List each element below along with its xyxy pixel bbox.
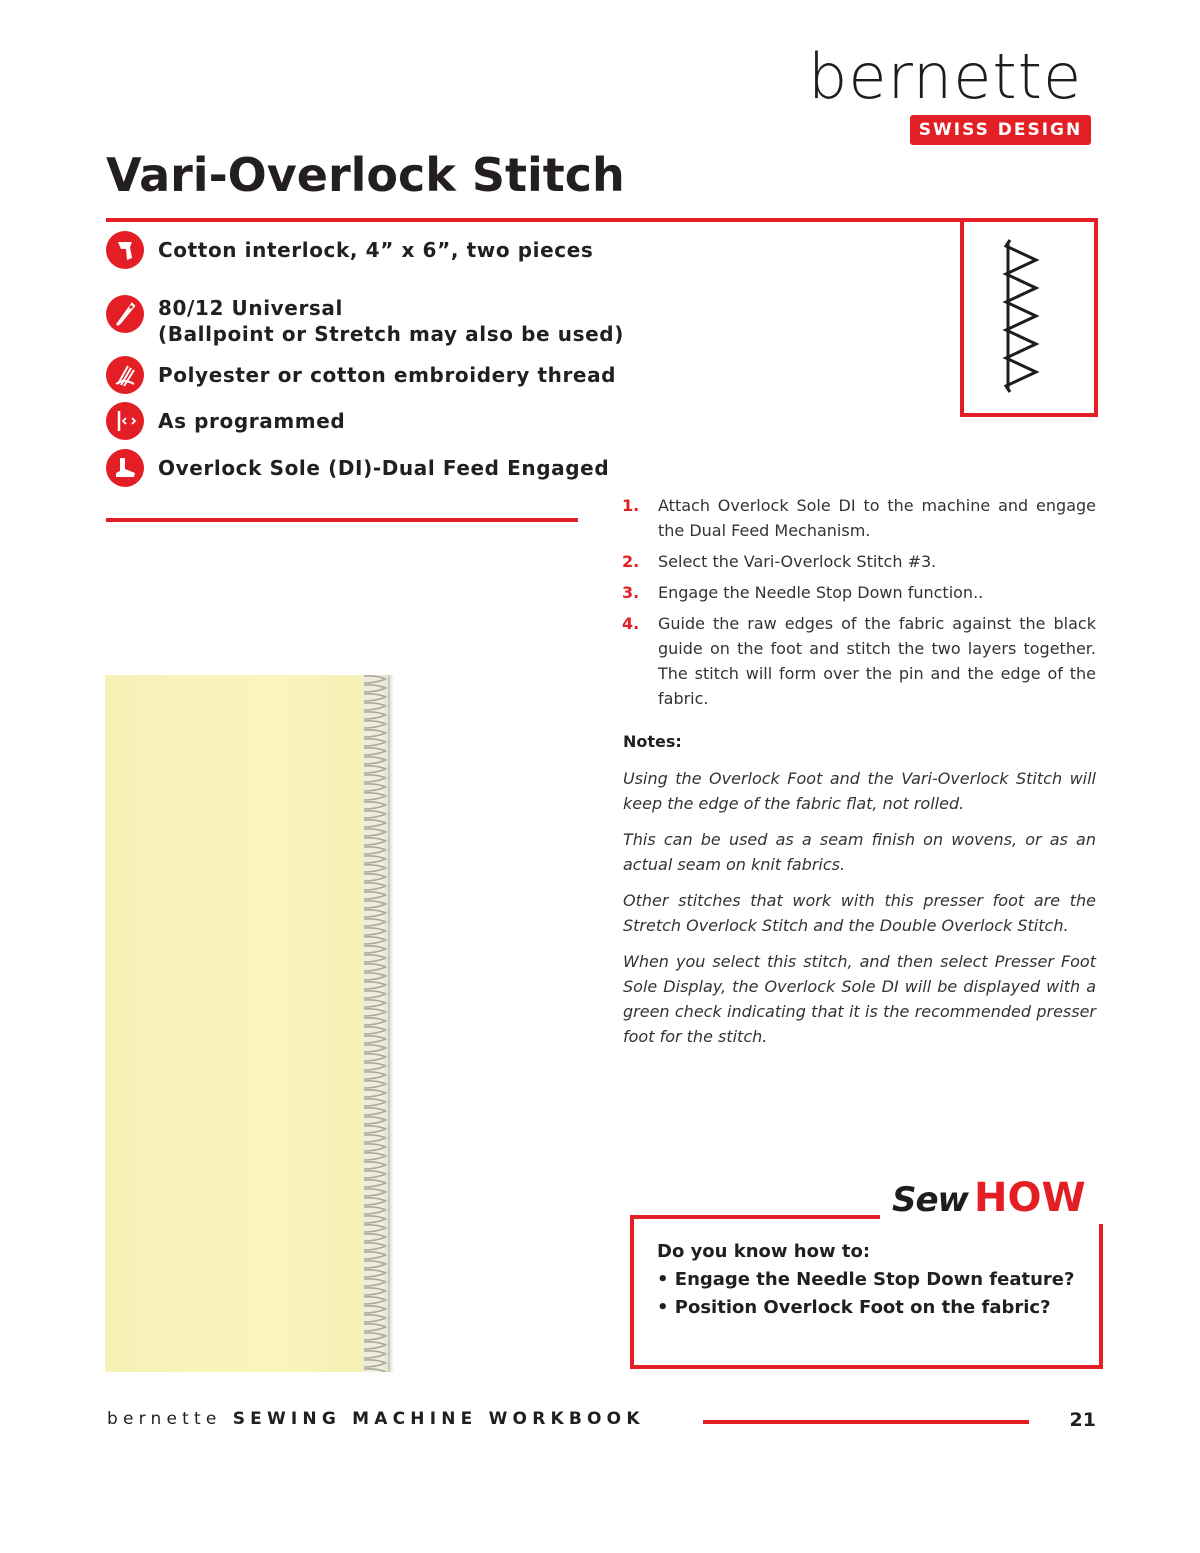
step-text: Guide the raw edges of the fabric against the black guide on the foot and stitch the two layers together. The stitch will form over the pin and the edge of the fabric. xyxy=(658,614,1096,708)
step-number: 3. xyxy=(622,583,640,602)
page-title: Vari-Overlock Stitch xyxy=(106,148,625,202)
page-number: 21 xyxy=(1069,1409,1096,1431)
sewhow-questions xyxy=(657,1238,1087,1322)
supply-thread xyxy=(106,356,666,394)
stitch-settings-icon xyxy=(106,402,144,440)
sewhow-logo-sew: Sew xyxy=(892,1180,968,1220)
sewhow-logo xyxy=(888,1172,1112,1224)
supplies-divider xyxy=(106,518,578,522)
footer-brand: bernette xyxy=(107,1409,222,1429)
note-item: Other stitches that work with this presser foot are the Stretch Overlock Stitch and the Double Overlock Stitch. xyxy=(623,891,1096,935)
supply-settings xyxy=(106,402,666,440)
fabric-icon xyxy=(106,231,144,269)
fabric-sample-shadow xyxy=(388,675,394,1372)
step-number: 1. xyxy=(622,496,640,515)
sewhow-box-top-rule xyxy=(630,1215,880,1219)
supply-presser-foot xyxy=(106,449,666,487)
supply-presser-foot-text: Overlock Sole (DI)-Dual Feed Engaged xyxy=(158,456,610,480)
footer-title xyxy=(107,1409,645,1429)
step-text: Engage the Needle Stop Down function.. xyxy=(658,583,984,602)
note-item: When you select this stitch, and then select Presser Foot Sole Display, the Overlock Sole DI will be displayed with a green check indicating that it is the recommended presser foot for the stitch. xyxy=(623,952,1096,1046)
brand-tagline: SWISS DESIGN xyxy=(910,115,1091,145)
sewhow-bullet: • Engage the Needle Stop Down feature? xyxy=(657,1269,1075,1290)
stitch-symbol-box xyxy=(960,218,1098,417)
note-item: Using the Overlock Foot and the Vari-Overlock Stitch will keep the edge of the fabric flat, not rolled. xyxy=(623,769,1096,813)
thread-icon xyxy=(106,356,144,394)
sewhow-logo-how: HOW xyxy=(973,1175,1086,1221)
supply-settings-text: As programmed xyxy=(158,409,346,433)
step-item xyxy=(622,549,1096,574)
step-text: Select the Vari-Overlock Stitch #3. xyxy=(658,552,937,571)
supply-thread-text: Polyester or cotton embroidery thread xyxy=(158,363,617,387)
supply-fabric-text: Cotton interlock, 4” x 6”, two pieces xyxy=(158,238,594,262)
step-number: 2. xyxy=(622,552,640,571)
supply-fabric xyxy=(106,231,666,269)
brand-logo: bernette xyxy=(808,40,1083,113)
notes-list xyxy=(623,766,1096,1060)
overlock-seam-edge xyxy=(362,675,390,1372)
instruction-steps xyxy=(622,493,1096,717)
title-divider xyxy=(106,218,962,222)
sewhow-question: Do you know how to: xyxy=(657,1241,871,1262)
step-text: Attach Overlock Sole DI to the machine and engage the Dual Feed Mechanism. xyxy=(658,496,1096,540)
footer-divider xyxy=(703,1420,1029,1424)
step-item xyxy=(622,493,1096,543)
notes-heading: Notes: xyxy=(623,732,682,751)
sewhow-bullet: • Position Overlock Foot on the fabric? xyxy=(657,1297,1051,1318)
supply-needle-subtext: (Ballpoint or Stretch may also be used) xyxy=(158,322,624,346)
step-number: 4. xyxy=(622,614,640,633)
supply-needle xyxy=(106,295,666,347)
footer-workbook: SEWING MACHINE WORKBOOK xyxy=(232,1409,645,1429)
step-item xyxy=(622,580,1096,605)
supply-needle-text: 80/12 Universal xyxy=(158,296,343,320)
fabric-sample-image xyxy=(105,675,390,1372)
note-item: This can be used as a seam finish on wovens, or as an actual seam on knit fabrics. xyxy=(623,830,1096,874)
needle-icon xyxy=(106,295,144,333)
step-item xyxy=(622,611,1096,711)
overlock-stitch-icon xyxy=(998,236,1048,396)
presser-foot-icon xyxy=(106,449,144,487)
